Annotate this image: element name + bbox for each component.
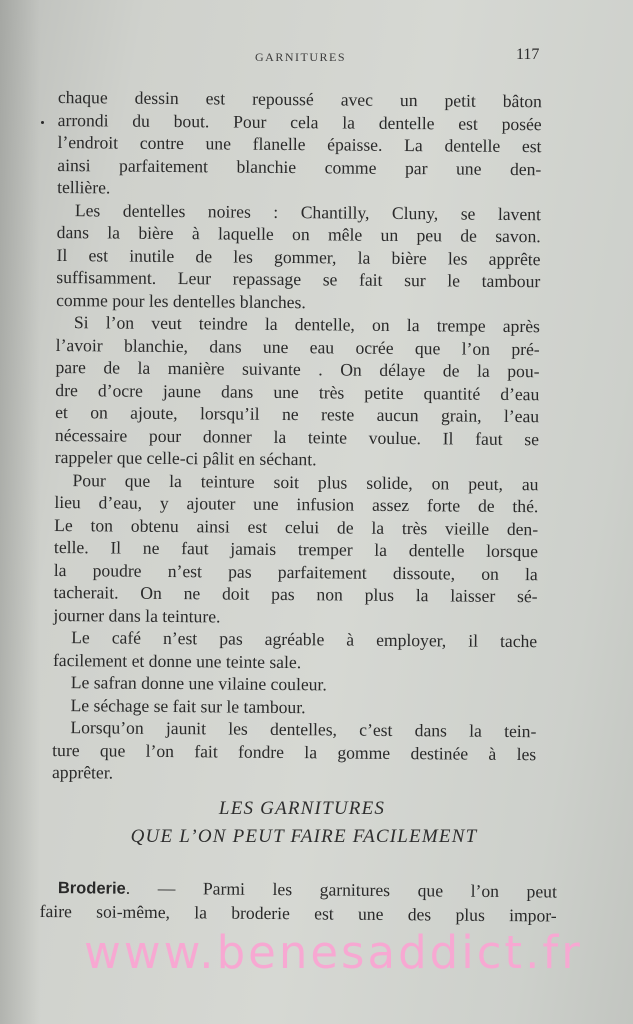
body-line: apprêter. (51, 761, 114, 783)
body-line: Le séchage se fait sur le tambour. (70, 694, 306, 717)
watermark: www.benesaddict.fr (84, 926, 583, 979)
body-line: dre d’ocre jaune dans une très petite quantité d’eau (55, 379, 540, 404)
body-line: tellière. (57, 176, 111, 198)
running-head: GARNITURES (255, 50, 347, 64)
body-line: lieu d’eau, y ajouter une infusion assez forte de thé. (54, 491, 539, 517)
body-line: suffisamment. Leur repassage se fait sur le tambour (56, 266, 541, 292)
body-line: Lorsqu’on jaunit les dentelles, c’est dans la tein- (70, 717, 537, 742)
body-line: journer dans la teinture. (53, 604, 221, 626)
body-line: Les dentelles noires : Chantilly, Cluny, se lavent (74, 199, 541, 224)
body-line: Le ton obtenu ainsi est celui de la très vieille den- (54, 514, 539, 539)
section-title-line-1: LES GARNITURES (218, 798, 386, 819)
paragraph-term: Broderie (57, 879, 126, 898)
body-line: Si l’on veut teindre la dentelle, on la trempe après (73, 312, 541, 337)
page-gutter-shadow (0, 0, 40, 1024)
paragraph-line-1-rest: . — Parmi les garnitures que l’on peut (125, 877, 557, 902)
section-paragraph (40, 876, 557, 928)
body-line: ainsi parfaitement blanchie comme par une den- (57, 154, 542, 179)
body-line: Pour que la teinture soit plus solide, on peut, au (72, 469, 539, 494)
body-line: la poudre n’est pas parfaitement dissoute, on la (53, 559, 538, 584)
body-line: l’endroit contre une flanelle épaisse. La dentelle est (57, 131, 542, 157)
body-line: rappeler que celle-ci pâlit en séchant. (54, 446, 317, 470)
body-line: Le café n’est pas agréable à employer, il tache (71, 627, 538, 652)
body-text (52, 86, 542, 788)
body-line: arrondi du bout. Pour cela la dentelle est posée (57, 109, 542, 134)
body-line: telle. Il ne faut jamais tremper la dentelle lorsque (53, 536, 539, 562)
body-line: Il est inutile de les gommer, la bière les apprête (56, 244, 541, 269)
body-line: facilement et donne une teinte sale. (52, 649, 302, 672)
body-line: chaque dessin est repoussé avec un petit bâton (57, 86, 542, 112)
body-line: Le safran donne une vilaine couleur. (70, 672, 327, 695)
body-line: tacherait. On ne doit pas non plus la laisser sé- (53, 581, 538, 607)
body-line: comme pour les dentelles blanches. (56, 289, 306, 312)
body-line: et on ajoute, lorsqu’il ne reste aucun grain, l’eau (55, 401, 540, 427)
page-number: 117 (516, 46, 540, 63)
body-line: nécessaire pour donner la teinte voulue. Il faut se (54, 424, 540, 449)
ink-speck (41, 121, 44, 124)
body-line: l’avoir blanchie, dans une eau ocrée que l’on pré- (55, 334, 540, 359)
section-paragraph-line-2: faire soi-même, la broderie est une des plus impor- (39, 900, 557, 926)
body-line: pare de la manière suivante . On délaye de la pou- (55, 356, 540, 382)
section-title-line-2: QUE L’ON PEUT FAIRE FACILEMENT (130, 826, 478, 847)
body-line: dans la bière à laquelle on mêle un peu de savon. (56, 221, 541, 247)
body-line: ture que l’on fait fondre la gomme destinée à les (52, 739, 537, 764)
